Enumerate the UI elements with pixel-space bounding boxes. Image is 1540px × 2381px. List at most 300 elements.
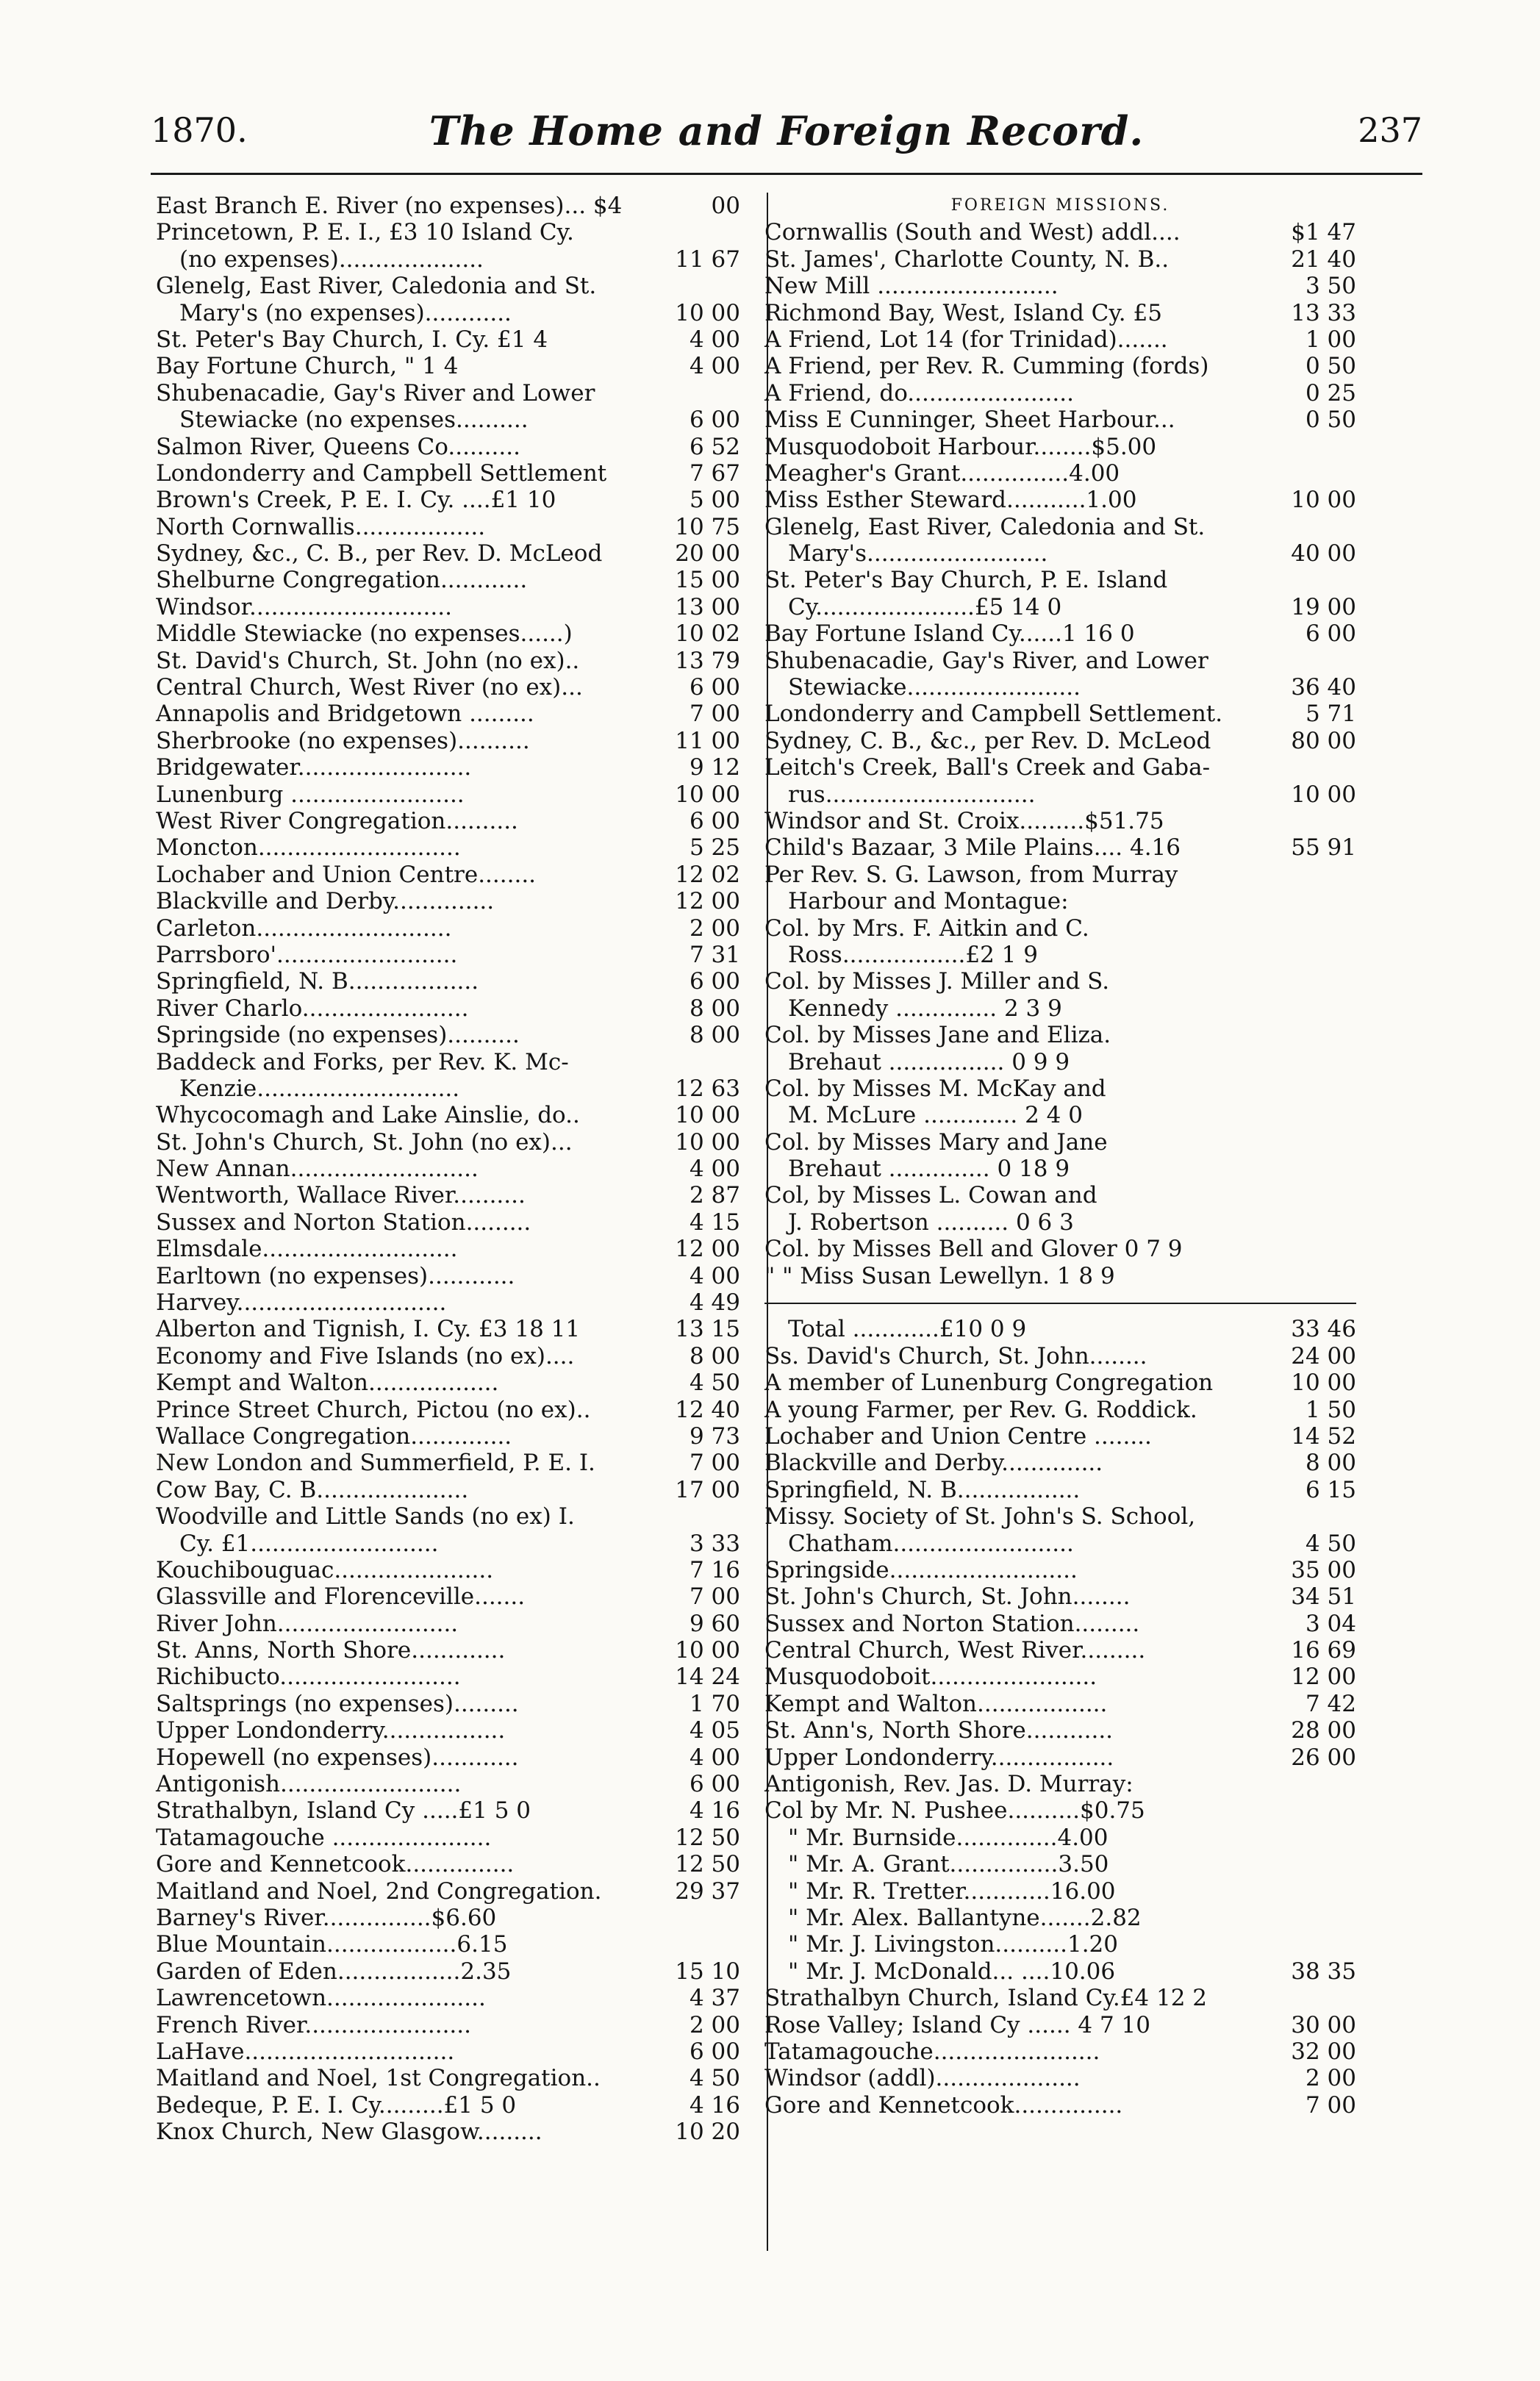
- entry-amount: 9 60: [689, 1610, 740, 1637]
- entry-text: Blue Mountain..................6.15: [156, 1931, 508, 1958]
- entry-text: " Mr. A. Grant...............3.50: [788, 1851, 1109, 1878]
- entry-amount: 15 00: [675, 567, 740, 594]
- entry-amount: 4 05: [689, 1717, 740, 1744]
- entry-text: Shubenacadie, Gay's River, and Lower: [764, 647, 1208, 674]
- ledger-line: [156, 701, 740, 727]
- entry-amount: 3 04: [1305, 1610, 1356, 1637]
- ledger-line: [156, 273, 740, 299]
- entry-text: River Charlo.......................: [156, 995, 469, 1022]
- entry-text: " Mr. J. McDonald... ....10.06: [788, 1958, 1116, 1985]
- entry-text: Richibucto.........................: [156, 1664, 461, 1691]
- entry-amount: 29 37: [675, 1877, 740, 1905]
- ledger-line: [156, 2092, 740, 2119]
- entry-text: Musquodoboit Harbour........$5.00: [764, 433, 1157, 460]
- ledger-line: [156, 862, 740, 888]
- entry-amount: 4 49: [689, 1289, 740, 1317]
- left-column: [156, 193, 740, 2146]
- entry-text: Shelburne Congregation............: [156, 567, 528, 594]
- entry-text: Springside..........................: [764, 1556, 1078, 1583]
- entry-text: Mary's (no expenses)............: [179, 299, 512, 326]
- ledger-line: [764, 380, 1356, 407]
- entry-amount: 4 00: [689, 326, 740, 353]
- entry-text: North Cornwallis..................: [156, 513, 486, 540]
- entry-text: J. Robertson .......... 0 6 3: [788, 1209, 1074, 1236]
- ledger-line: [156, 540, 740, 567]
- entry-amount: 4 00: [689, 1744, 740, 1771]
- ledger-line: [764, 1637, 1356, 1664]
- entry-text: Stewiacke (no expenses..........: [179, 407, 529, 434]
- entry-text: Harvey.............................: [156, 1289, 447, 1317]
- entry-amount: 8 00: [689, 995, 740, 1022]
- ledger-line: [156, 1771, 740, 1797]
- entry-text: Col. by Mrs. F. Aitkin and C.: [764, 914, 1089, 942]
- ledger-line: [156, 1263, 740, 1289]
- entry-text: Brehaut ................ 0 9 9: [788, 1048, 1070, 1075]
- entry-amount: 4 15: [689, 1209, 740, 1236]
- entry-text: Harbour and Montague:: [788, 888, 1069, 915]
- entry-text: Annapolis and Bridgetown .........: [156, 701, 534, 728]
- ledger-line: [156, 1744, 740, 1771]
- page-header: [151, 107, 1422, 169]
- entry-amount: 7 67: [689, 459, 740, 487]
- entry-amount: 6 00: [689, 2038, 740, 2065]
- entry-text: Wallace Congregation..............: [156, 1422, 512, 1450]
- entry-amount: 0 50: [1305, 353, 1356, 380]
- entry-amount: 9 12: [689, 754, 740, 781]
- ledger-line: [764, 1557, 1356, 1583]
- entry-amount: 26 00: [1291, 1744, 1356, 1771]
- entry-text: Ss. David's Church, St. John........: [764, 1342, 1147, 1369]
- entry-amount: $1 47: [1291, 219, 1356, 246]
- ledger-line: [764, 1397, 1356, 1423]
- entry-text: Springside (no expenses)..........: [156, 1022, 520, 1049]
- entry-amount: 7 16: [689, 1556, 740, 1583]
- entry-amount: 20 00: [675, 540, 740, 567]
- entry-text: Princetown, P. E. I., £3 10 Island Cy.: [156, 219, 574, 246]
- ledger-line: [764, 1985, 1356, 2011]
- ledger-line: [156, 1156, 740, 1182]
- entry-text: New London and Summerfield, P. E. I.: [156, 1450, 595, 1477]
- ledger-line: [156, 2038, 740, 2065]
- ledger-line: [764, 1878, 1356, 1905]
- ledger-line: [156, 1503, 740, 1530]
- entry-text: Cornwallis (South and West) addl....: [764, 219, 1181, 246]
- ledger-line: [764, 1851, 1356, 1877]
- entry-text: Stewiacke........................: [788, 674, 1081, 701]
- ledger-line: [764, 942, 1356, 968]
- entry-amount: 6 00: [689, 674, 740, 701]
- entry-text: Glenelg, East River, Caledonia and St.: [156, 273, 597, 300]
- entry-text: New Mill .........................: [764, 273, 1059, 300]
- entry-text: Bridgewater........................: [156, 754, 472, 781]
- entry-amount: 10 00: [1291, 1369, 1356, 1397]
- ledger-line: [764, 1450, 1356, 1476]
- entry-amount: 10 02: [675, 620, 740, 648]
- entry-text: Strathalbyn, Island Cy .....£1 5 0: [156, 1797, 531, 1825]
- entry-text: Col, by Misses L. Cowan and: [764, 1182, 1097, 1209]
- entry-amount: 11 67: [675, 246, 740, 273]
- entry-amount: 13 33: [1291, 299, 1356, 326]
- ledger-line: [156, 193, 740, 219]
- entry-text: Windsor (addl)....................: [764, 2065, 1081, 2092]
- entry-amount: 00: [711, 193, 740, 219]
- ledger-line: [764, 407, 1356, 433]
- entry-amount: 6 15: [1305, 1476, 1356, 1503]
- entry-text: East Branch E. River (no expenses)... $4: [156, 193, 623, 219]
- ledger-line: [764, 1049, 1356, 1075]
- ledger-line: [764, 1102, 1356, 1128]
- ledger-line: [764, 915, 1356, 942]
- entry-text: Tatamagouche.......................: [764, 2038, 1100, 2065]
- entry-amount: 0 25: [1305, 379, 1356, 407]
- entry-text: Col by Mr. N. Pushee..........$0.75: [764, 1797, 1145, 1825]
- entry-text: Baddeck and Forks, per Rev. K. Mc-: [156, 1048, 569, 1075]
- entry-amount: 13 00: [675, 593, 740, 620]
- ledger-line: [156, 674, 740, 701]
- ledger-line: [764, 434, 1356, 460]
- entry-amount: 10 00: [675, 299, 740, 326]
- entry-amount: 4 16: [689, 2091, 740, 2119]
- ledger-line: [156, 1289, 740, 1316]
- entry-amount: 16 69: [1291, 1637, 1356, 1664]
- entry-text: Sherbrooke (no expenses)..........: [156, 727, 530, 754]
- entry-text: Prince Street Church, Pictou (no ex)..: [156, 1396, 591, 1423]
- entry-amount: 1 50: [1305, 1396, 1356, 1423]
- ledger-line: [156, 808, 740, 834]
- entry-text: Hopewell (no expenses)............: [156, 1744, 519, 1771]
- entry-text: " Mr. Alex. Ballantyne.......2.82: [788, 1905, 1142, 1931]
- entry-text: A Friend, Lot 14 (for Trinidad).......: [764, 326, 1168, 353]
- entry-text: (no expenses)....................: [179, 246, 484, 273]
- ledger-line: [764, 219, 1356, 246]
- ledger-line: [156, 380, 740, 407]
- entry-amount: 55 91: [1291, 834, 1356, 862]
- entry-amount: 1 70: [689, 1690, 740, 1717]
- header-rule: [151, 173, 1422, 175]
- entry-text: Moncton............................: [156, 834, 461, 862]
- entry-text: Upper Londonderry.................: [764, 1744, 1114, 1771]
- entry-text: Salmon River, Queens Co..........: [156, 433, 520, 460]
- entry-text: Knox Church, New Glasgow.........: [156, 2119, 542, 2146]
- entry-amount: 4 16: [689, 1797, 740, 1825]
- entry-amount: 6 00: [689, 407, 740, 434]
- ledger-line: [156, 407, 740, 433]
- ledger-line: [156, 942, 740, 968]
- entry-amount: 11 00: [675, 727, 740, 754]
- entry-amount: 10 00: [675, 1637, 740, 1664]
- ledger-line: [156, 1022, 740, 1048]
- entry-amount: 4 50: [1305, 1530, 1356, 1557]
- ledger-line: [764, 1022, 1356, 1048]
- entry-amount: 5 00: [689, 487, 740, 514]
- ledger-line: [764, 674, 1356, 701]
- ledger-line: [156, 514, 740, 540]
- ledger-line: [156, 1450, 740, 1476]
- ledger-line: [764, 1905, 1356, 1931]
- ledger-line: [156, 1958, 740, 1985]
- ledger-line: [156, 567, 740, 593]
- entry-text: " Mr. Burnside..............4.00: [788, 1824, 1109, 1851]
- ledger-line: [156, 2119, 740, 2145]
- entry-text: Maitland and Noel, 1st Congregation..: [156, 2065, 601, 2092]
- ledger-line: [764, 1958, 1356, 1985]
- ledger-line: [156, 1049, 740, 1075]
- entry-text: St. Peter's Bay Church, I. Cy. £1 4: [156, 326, 548, 353]
- ledger-line: [156, 1129, 740, 1156]
- entry-text: A Friend, do.......................: [764, 379, 1074, 407]
- entry-amount: 4 37: [689, 1985, 740, 2012]
- entry-amount: 17 00: [675, 1476, 740, 1503]
- entry-text: Saltsprings (no expenses).........: [156, 1690, 519, 1717]
- ledger-line: [764, 1771, 1356, 1797]
- entry-text: Londonderry and Campbell Settlement.: [764, 701, 1223, 728]
- ledger-line: [156, 1477, 740, 1503]
- ledger-line: [156, 1075, 740, 1102]
- ledger-line: [764, 1236, 1356, 1262]
- entry-amount: 3 50: [1305, 273, 1356, 300]
- ledger-line: [156, 487, 740, 513]
- entry-text: Bedeque, P. E. I. Cy.........£1 5 0: [156, 2091, 517, 2119]
- entry-text: French River.......................: [156, 2011, 471, 2038]
- ledger-line: [764, 1263, 1356, 1289]
- entry-text: " Mr. R. Tretter............16.00: [788, 1877, 1116, 1905]
- entry-text: Kenzie............................: [179, 1075, 460, 1102]
- entry-text: Miss Esther Steward...........1.00: [764, 487, 1137, 514]
- ledger-line: [156, 353, 740, 379]
- entry-text: " " Miss Susan Lewellyn. 1 8 9: [764, 1262, 1115, 1289]
- entry-text: Chatham.........................: [788, 1530, 1074, 1557]
- entry-amount: 10 75: [675, 513, 740, 540]
- ledger-line: [156, 1583, 740, 1610]
- ledger-line: [764, 487, 1356, 513]
- ledger-line: [156, 1664, 740, 1690]
- entry-amount: 35 00: [1291, 1556, 1356, 1583]
- entry-text: Glenelg, East River, Caledonia and St.: [764, 513, 1206, 540]
- entry-amount: 1 00: [1305, 326, 1356, 353]
- entry-amount: 8 00: [689, 1342, 740, 1369]
- entry-text: Central Church, West River.........: [764, 1637, 1146, 1664]
- entry-text: Kouchibouguac......................: [156, 1556, 494, 1583]
- entry-amount: 4 50: [689, 2065, 740, 2092]
- entry-amount: 12 00: [1291, 1664, 1356, 1691]
- ledger-line: [156, 2065, 740, 2091]
- entry-text: Garden of Eden.................2.35: [156, 1958, 512, 1985]
- ledger-line: [156, 1825, 740, 1851]
- entry-text: Ross.................£2 1 9: [788, 941, 1038, 968]
- entry-amount: 12 00: [675, 1236, 740, 1263]
- ledger-line: [156, 1797, 740, 1824]
- ledger-line: [764, 1691, 1356, 1717]
- entry-text: West River Congregation..........: [156, 807, 518, 834]
- entry-text: Windsor and St. Croix.........$51.75: [764, 807, 1164, 834]
- ledger-line: [156, 434, 740, 460]
- ledger-line: [764, 540, 1356, 567]
- ledger-line: [764, 862, 1356, 888]
- entry-text: Economy and Five Islands (no ex)....: [156, 1342, 575, 1369]
- ledger-line: [764, 273, 1356, 299]
- ledger-line: [156, 754, 740, 781]
- entry-text: LaHave.............................: [156, 2038, 455, 2065]
- entry-text: Strathalbyn Church, Island Cy.£4 12 2: [764, 1985, 1208, 2012]
- ledger-line: [156, 1316, 740, 1342]
- ledger-line: [156, 1905, 740, 1931]
- entry-amount: 24 00: [1291, 1342, 1356, 1369]
- ledger-line: [156, 620, 740, 647]
- entry-amount: 2 87: [689, 1182, 740, 1209]
- ledger-line: [764, 781, 1356, 808]
- entry-text: Parrsboro'.........................: [156, 941, 458, 968]
- header-title: The Home and Foreign Record.: [429, 107, 1145, 154]
- ledger-line: [156, 1557, 740, 1583]
- entry-text: Brehaut .............. 0 18 9: [788, 1156, 1070, 1183]
- ledger-line: [764, 1316, 1356, 1342]
- ledger-line: [156, 1236, 740, 1262]
- entry-amount: 21 40: [1291, 246, 1356, 273]
- ledger-line: [156, 219, 740, 246]
- entry-text: Kempt and Walton..................: [156, 1369, 499, 1397]
- entry-amount: 12 50: [675, 1824, 740, 1851]
- entry-amount: 6 00: [689, 968, 740, 995]
- entry-text: Col. by Misses Bell and Glover 0 7 9: [764, 1236, 1183, 1263]
- ledger-line: [156, 834, 740, 861]
- entry-amount: 4 00: [689, 1262, 740, 1289]
- entry-amount: 0 50: [1305, 407, 1356, 434]
- entry-amount: 6 52: [689, 433, 740, 460]
- ledger-line: [156, 728, 740, 754]
- entry-amount: 4 50: [689, 1369, 740, 1397]
- ledger-line: [156, 995, 740, 1022]
- ledger-line: [764, 2065, 1356, 2091]
- ledger-line: [764, 1583, 1356, 1610]
- entry-text: Richmond Bay, West, Island Cy. £5: [764, 299, 1162, 326]
- entry-amount: 7 00: [689, 701, 740, 728]
- ledger-line: [764, 648, 1356, 674]
- ledger-line: [156, 1423, 740, 1450]
- ledger-line: [764, 808, 1356, 834]
- ledger-line: [764, 1129, 1356, 1156]
- ledger-line: [764, 620, 1356, 647]
- entry-text: Blackville and Derby..............: [764, 1450, 1103, 1477]
- entry-text: Bay Fortune Island Cy......1 16 0: [764, 620, 1135, 648]
- entry-text: Glassville and Florenceville.......: [156, 1583, 526, 1611]
- entry-text: St. Ann's, North Shore............: [764, 1717, 1114, 1744]
- entry-amount: 9 73: [689, 1422, 740, 1450]
- entry-text: Mary's.........................: [788, 540, 1048, 567]
- entry-amount: 10 20: [675, 2119, 740, 2146]
- entry-amount: 7 00: [689, 1583, 740, 1611]
- entry-amount: 4 00: [689, 1156, 740, 1183]
- entry-amount: 28 00: [1291, 1717, 1356, 1744]
- entry-amount: 6 00: [689, 1771, 740, 1798]
- entry-amount: 14 52: [1291, 1422, 1356, 1450]
- ledger-line: [156, 300, 740, 326]
- entry-text: Leitch's Creek, Ball's Creek and Gaba-: [764, 754, 1211, 781]
- ledger-line: [764, 834, 1356, 861]
- entry-amount: 80 00: [1291, 727, 1356, 754]
- entry-amount: 13 79: [675, 647, 740, 674]
- entry-text: Kennedy .............. 2 3 9: [788, 995, 1062, 1022]
- ledger-line: [764, 300, 1356, 326]
- ledger-line: [764, 1209, 1356, 1236]
- entry-amount: 30 00: [1291, 2011, 1356, 2038]
- ledger-line: [764, 1477, 1356, 1503]
- ledger-line: [764, 1931, 1356, 1958]
- entry-text: Per Rev. S. G. Lawson, from Murray: [764, 861, 1178, 888]
- entry-amount: 12 00: [675, 888, 740, 915]
- ledger-line: [764, 326, 1356, 353]
- entry-text: St. John's Church, St. John (no ex)...: [156, 1128, 573, 1156]
- entry-amount: 12 50: [675, 1851, 740, 1878]
- ledger-line: [156, 1637, 740, 1664]
- ledger-line: [764, 567, 1356, 593]
- entry-text: River John.........................: [156, 1610, 459, 1637]
- entry-text: Sussex and Norton Station.........: [764, 1610, 1140, 1637]
- entry-text: Rose Valley; Island Cy ...... 4 7 10: [764, 2011, 1151, 2038]
- ledger-line: [764, 1369, 1356, 1396]
- ledger-line: [764, 1182, 1356, 1209]
- entry-amount: 2 00: [689, 2011, 740, 2038]
- ledger-line: [764, 701, 1356, 727]
- total-rule: [764, 1303, 1356, 1304]
- entry-amount: 12 02: [675, 861, 740, 888]
- entry-amount: 34 51: [1291, 1583, 1356, 1611]
- entry-text: Musquodoboit.......................: [764, 1664, 1097, 1691]
- entry-text: Whycocomagh and Lake Ainslie, do..: [156, 1102, 580, 1129]
- ledger-line: [156, 1691, 740, 1717]
- ledger-line: [764, 353, 1356, 379]
- ledger-line: [156, 915, 740, 942]
- entry-text: Windsor............................: [156, 593, 452, 620]
- entry-text: Col. by Misses J. Miller and S.: [764, 968, 1110, 995]
- entry-amount: 15 10: [675, 1958, 740, 1985]
- ledger-line: [764, 1343, 1356, 1369]
- ledger-line: [156, 1717, 740, 1744]
- entry-amount: 12 40: [675, 1396, 740, 1423]
- entry-text: rus.............................: [788, 781, 1036, 808]
- ledger-line: [764, 1075, 1356, 1102]
- entry-amount: 7 31: [689, 941, 740, 968]
- ledger-line: [764, 1797, 1356, 1824]
- entry-text: Alberton and Tignish, I. Cy. £3 18 11: [156, 1316, 581, 1343]
- entry-amount: 8 00: [1305, 1450, 1356, 1477]
- entry-text: Tatamagouche ......................: [156, 1824, 492, 1851]
- entry-text: Col. by Misses Mary and Jane: [764, 1128, 1108, 1156]
- ledger-line: [156, 1209, 740, 1236]
- entry-text: Central Church, West River (no ex)...: [156, 674, 583, 701]
- entry-text: Elmsdale...........................: [156, 1236, 458, 1263]
- entry-text: Springfield, N. B..................: [156, 968, 479, 995]
- entry-amount: 32 00: [1291, 2038, 1356, 2065]
- ledger-line: [764, 754, 1356, 781]
- entry-text: St. James', Charlotte County, N. B..: [764, 246, 1170, 273]
- entry-text: Cy. £1..........................: [179, 1530, 439, 1557]
- ledger-line: [156, 968, 740, 995]
- entry-text: Londonderry and Campbell Settlement: [156, 459, 607, 487]
- entry-text: Antigonish.........................: [156, 1771, 462, 1798]
- entry-amount: 7 00: [1305, 2091, 1356, 2119]
- ledger-line: [764, 1717, 1356, 1744]
- entry-amount: 7 42: [1305, 1690, 1356, 1717]
- ledger-line: [764, 1825, 1356, 1851]
- entry-amount: 4 00: [689, 353, 740, 380]
- ledger-line: [156, 460, 740, 487]
- ledger-line: [156, 1102, 740, 1128]
- header-year: 1870.: [151, 110, 248, 150]
- page-number: 237: [1358, 110, 1422, 150]
- ledger-line: [156, 594, 740, 620]
- entry-text: Upper Londonderry.................: [156, 1717, 506, 1744]
- entry-amount: 10 00: [675, 781, 740, 808]
